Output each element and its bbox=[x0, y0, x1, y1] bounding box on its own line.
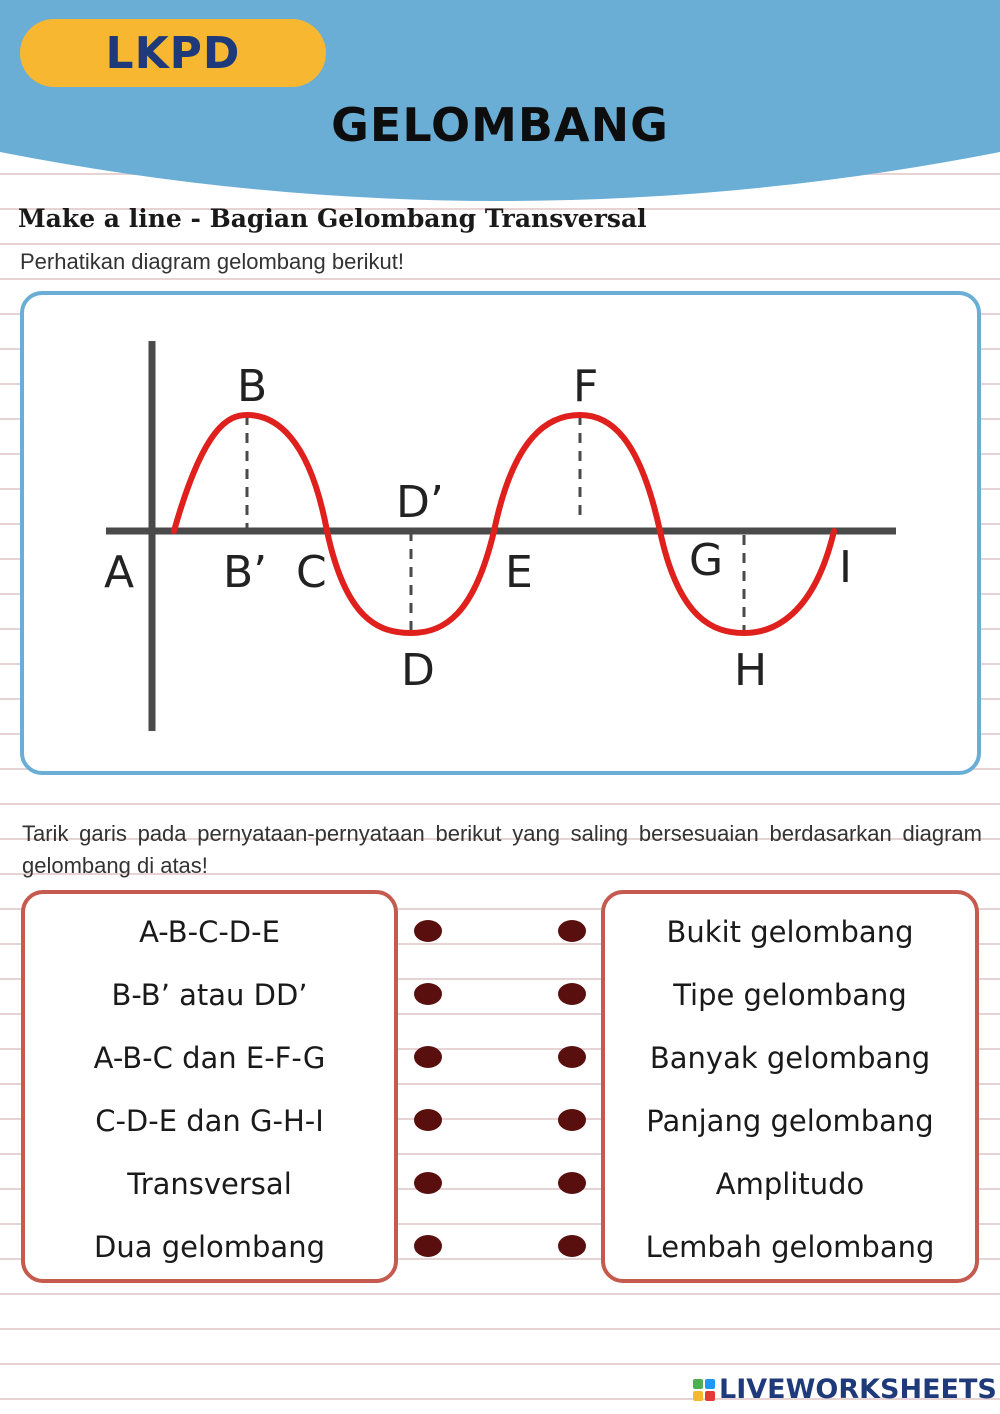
label-d: D bbox=[401, 645, 435, 696]
label-i: I bbox=[839, 542, 852, 593]
label-c: C bbox=[296, 547, 327, 598]
right-statement-box bbox=[601, 890, 979, 1283]
right-connector-dot[interactable] bbox=[558, 1046, 586, 1068]
left-item: Dua gelombang bbox=[94, 1230, 325, 1264]
label-f: F bbox=[573, 361, 599, 412]
page-title: GELOMBANG bbox=[331, 98, 669, 152]
wave-diagram-box bbox=[20, 291, 981, 775]
label-d-prime: D’ bbox=[396, 477, 444, 528]
logo-grid-icon bbox=[693, 1379, 715, 1401]
right-connector-dot[interactable] bbox=[558, 983, 586, 1005]
label-b: B bbox=[237, 361, 268, 412]
right-item: Banyak gelombang bbox=[649, 1041, 931, 1075]
label-e: E bbox=[505, 547, 533, 598]
right-item: Bukit gelombang bbox=[666, 915, 914, 949]
left-connector-dot[interactable] bbox=[414, 1109, 442, 1131]
left-connector-dot[interactable] bbox=[414, 1046, 442, 1068]
label-g: G bbox=[689, 535, 724, 586]
lkpd-badge-label: LKPD bbox=[105, 27, 241, 79]
matching-instruction: Tarik garis pada pernyataan-pernyataan berikut yang saling bersesuaian berdasarkan diagram gelombang di atas! bbox=[22, 821, 982, 878]
logo-text: LIVEWORKSHEETS bbox=[719, 1374, 997, 1405]
label-h: H bbox=[734, 645, 768, 696]
left-item: B-B’ atau DD’ bbox=[111, 978, 308, 1012]
right-item: Panjang gelombang bbox=[646, 1104, 934, 1138]
left-item: A-B-C dan E-F-G bbox=[93, 1041, 326, 1075]
right-connector-dot[interactable] bbox=[558, 1109, 586, 1131]
left-connector-dot[interactable] bbox=[414, 983, 442, 1005]
right-connector-dot[interactable] bbox=[558, 1235, 586, 1257]
label-b-prime: B’ bbox=[223, 547, 268, 598]
wave-curve bbox=[174, 415, 834, 633]
right-item: Amplitudo bbox=[715, 1167, 865, 1201]
right-connector-dot[interactable] bbox=[558, 920, 586, 942]
left-connector-dot[interactable] bbox=[414, 920, 442, 942]
left-connector-dot[interactable] bbox=[414, 1235, 442, 1257]
section-title: Make a line - Bagian Gelombang Transversal bbox=[18, 204, 647, 233]
left-item: Transversal bbox=[127, 1167, 292, 1201]
left-item: A-B-C-D-E bbox=[139, 915, 280, 949]
lkpd-badge bbox=[20, 19, 326, 87]
wave-diagram bbox=[24, 295, 977, 771]
left-statement-box bbox=[21, 890, 398, 1283]
liveworksheets-logo bbox=[693, 1374, 997, 1405]
label-a: A bbox=[104, 547, 135, 598]
right-item: Tipe gelombang bbox=[673, 978, 907, 1012]
right-connector-dot[interactable] bbox=[558, 1172, 586, 1194]
left-connector-dot[interactable] bbox=[414, 1172, 442, 1194]
left-item: C-D-E dan G-H-I bbox=[95, 1104, 324, 1138]
intro-text: Perhatikan diagram gelombang berikut! bbox=[20, 249, 405, 274]
right-item: Lembah gelombang bbox=[645, 1230, 935, 1264]
